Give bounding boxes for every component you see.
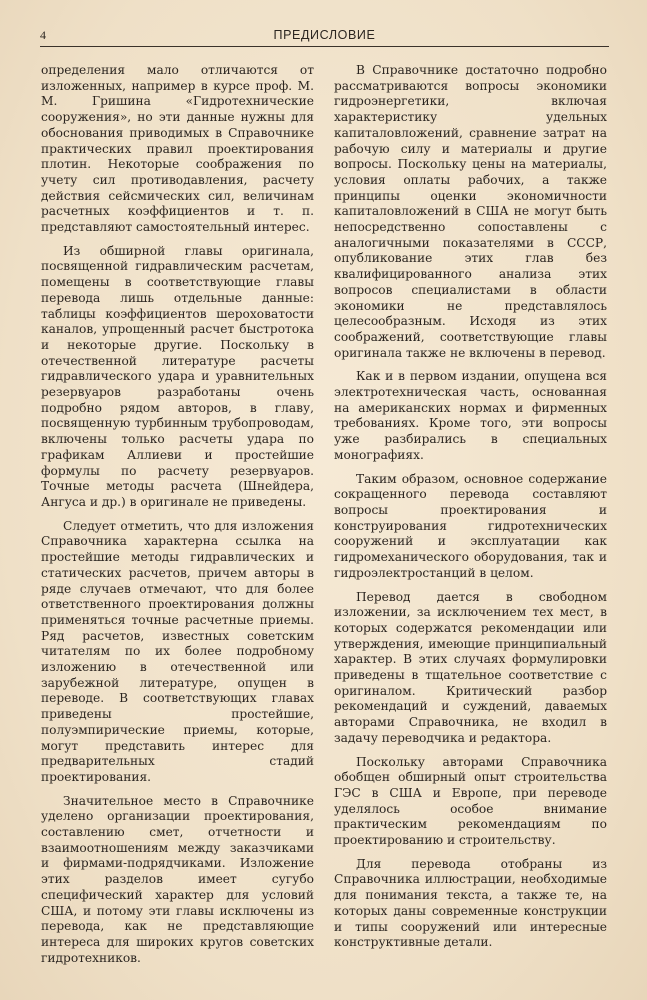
page-number: 4 — [40, 28, 46, 42]
paragraph: определения мало отличаются от изложенных, например в курсе проф. М. М. Гришина «Гидротехнические сооружения», но эти данные нужны для обоснования приводимых в Справочнике практических правил проектирования плотин. Некоторые соображения по учету сил противодавления, расчету действия сейсмических сил, величинам расчетных коэффициентов и т. п. представляют самостоятельный интерес. — [41, 63, 314, 235]
right-column — [334, 63, 607, 974]
left-column — [41, 63, 314, 974]
paragraph: В Справочнике достаточно подробно рассматриваются вопросы экономики гидроэнергетики, включая характеристику удельных капиталовложений, сравнение затрат на рабочую силу и материалы и другие вопросы. Поскольку цены на материалы, условия оплаты рабочих, а также принципы оценки экономичности капиталовложений в США не могут быть непосредственно сопоставлены с аналогичными показателями в СССР, опубликование этих глав без квалифицированного анализа этих вопросов специалистами в области экономики не представлялось целесообразным. Исходя из этих соображений, соответствующие главы оригинала также не включены в перевод. — [334, 63, 607, 360]
paragraph: Значительное место в Справочнике уделено организации проектирования, составлению смет, отчетности и взаимоотношениям между заказчиками и фирмами-подрядчиками. Изложение этих разделов имеет сугубо специфический характер для условий США, и потому эти главы исключены из перевода, как не представляющие интереса для широких кругов советских гидротехников. — [41, 793, 314, 965]
paragraph: Для перевода отобраны из Справочника иллюстрации, необходимые для понимания текста, а также те, на которых даны современные конструкции и типы сооружений или интересные конструктивные детали. — [334, 856, 607, 950]
text-columns — [41, 63, 607, 974]
paragraph: Из обширной главы оригинала, посвященной гидравлическим расчетам, помещены в соответствующие главы перевода лишь отдельные данные: таблицы коэффициентов шероховатости каналов, упрощенный расчет быстротока и некоторые другие. Поскольку в отечественной литературе расчеты гидравлического удара и уравнительных резервуаров разработаны очень подробно рядом авторов, в главу, посвященную турбинным трубопроводам, включены только расчеты удара по графикам Аллиеви и простейшие формулы по расчету резервуаров. Точные методы расчета (Шнейдера, Ангуса и др.) в оригинале не приведены. — [41, 243, 314, 509]
running-head: ПРЕДИСЛОВИЕ — [273, 28, 376, 42]
paragraph: Таким образом, основное содержание сокращенного перевода составляют вопросы проектирования и конструирования гидротехнических сооружений и эксплуатации как гидромеханического оборудования, так и гидроэлектростанций в целом. — [334, 471, 607, 580]
paragraph: Перевод дается в свободном изложении, за исключением тех мест, в которых содержатся рекомендации или утверждения, имеющие принципиальный характер. В этих случаях формулировки приведены в тщательное соответствие с оригиналом. Критический разбор рекомендаций и суждений, даваемых авторами Справочника, не входил в задачу переводчика и редактора. — [334, 589, 607, 745]
paragraph: Следует отметить, что для изложения Справочника характерна ссылка на простейшие методы гидравлических и статических расчетов, причем авторы в ряде случаев отмечают, что для более ответственного проектирования должны применяться точные расчетные приемы. Ряд расчетов, известных советским читателям по их более подробному изложению в отечественной или зарубежной литературе, опущен в переводе. В соответствующих главах приведены простейшие, полуэмпирические приемы, которые, могут представить интерес для предварительных стадий проектирования. — [41, 518, 314, 784]
paragraph: Поскольку авторами Справочника обобщен обширный опыт строительства ГЭС в США и Европе, при переводе уделялось особое внимание практическим рекомендациям по проектированию и строительству. — [334, 754, 607, 848]
page-header — [40, 26, 609, 47]
paragraph: Как и в первом издании, опущена вся электротехническая часть, основанная на американских нормах и фирменных требованиях. Кроме того, эти вопросы уже разбирались в специальных монографиях. — [334, 369, 607, 462]
